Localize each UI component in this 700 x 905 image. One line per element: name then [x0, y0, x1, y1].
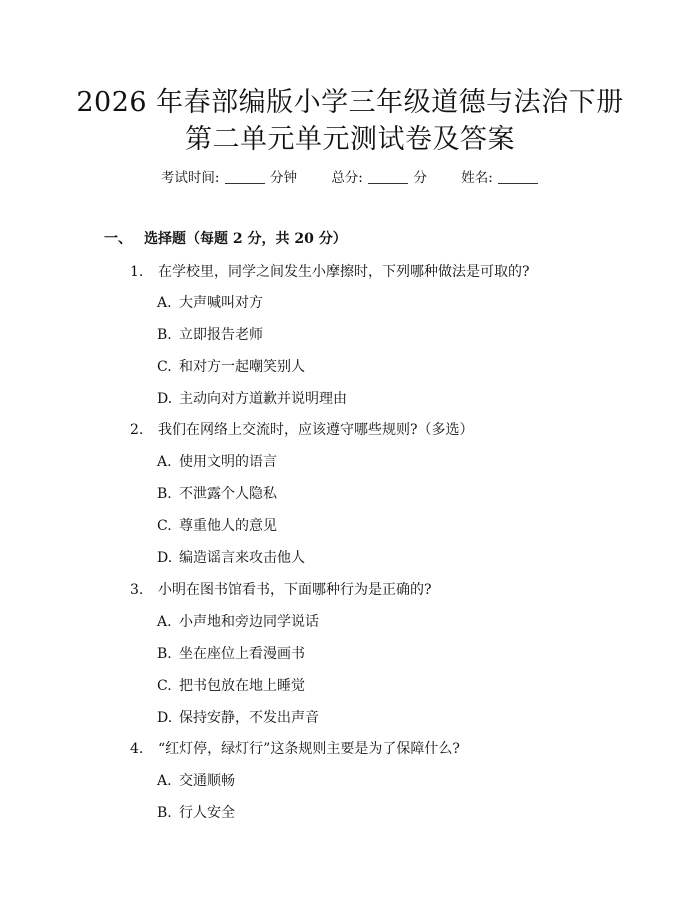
total-score-unit: 分 [413, 170, 427, 186]
exam-time-field [161, 168, 297, 188]
option-3b [157, 644, 305, 664]
option-3d [157, 708, 319, 728]
question-text: 小明在图书馆看书，下面哪种行为是正确的? [158, 582, 432, 598]
option-letter: A. [157, 773, 172, 789]
option-letter: D. [157, 550, 173, 566]
option-3a [157, 612, 319, 632]
question-text: “红灯停，绿灯行”这条规则主要是为了保障什么? [158, 741, 460, 757]
section-number: 一、 [104, 231, 132, 247]
question-text: 我们在网络上交流时，应该遵守哪些规则?（多选） [158, 422, 474, 438]
option-3c [157, 676, 305, 696]
question-number: 1. [130, 264, 144, 280]
exam-time-unit: 分钟 [270, 170, 298, 186]
option-1b [157, 325, 263, 345]
option-text: 坐在座位上看漫画书 [179, 646, 305, 662]
question-number: 2. [130, 422, 144, 438]
section-title: 选择题（每题 2 分，共 20 分） [144, 231, 347, 247]
exam-title-line-2: 第二单元单元测试卷及答案 [185, 124, 515, 155]
option-text: 不泄露个人隐私 [179, 486, 277, 502]
option-text: 交通顺畅 [179, 773, 235, 789]
option-4b [157, 803, 235, 823]
option-text: 和对方一起嘲笑别人 [179, 359, 305, 375]
option-text: 编造谣言来攻击他人 [179, 550, 305, 566]
question-4 [130, 739, 460, 759]
option-text: 小声地和旁边同学说话 [179, 614, 319, 630]
total-score-label: 总分: [331, 170, 363, 186]
option-text: 大声喊叫对方 [179, 295, 263, 311]
option-letter: A. [157, 614, 172, 630]
option-letter: B. [157, 646, 172, 662]
option-letter: B. [157, 486, 172, 502]
option-letter: C. [157, 678, 172, 694]
question-number: 3. [130, 582, 144, 598]
option-letter: A. [157, 295, 172, 311]
option-1c [157, 357, 305, 377]
option-text: 尊重他人的意见 [179, 518, 277, 534]
question-number: 4. [130, 741, 144, 757]
student-name-field [461, 168, 539, 188]
option-text: 主动向对方道歉并说明理由 [179, 391, 347, 407]
option-text: 行人安全 [179, 805, 235, 821]
question-1 [130, 262, 530, 282]
option-text: 保持安静，不发出声音 [179, 710, 319, 726]
question-2 [130, 420, 474, 440]
option-4a [157, 771, 235, 791]
exam-time-label: 考试时间: [160, 170, 220, 186]
option-letter: D. [157, 391, 173, 407]
option-2b [157, 484, 277, 504]
option-text: 使用文明的语言 [179, 454, 277, 470]
student-name-label: 姓名: [461, 170, 493, 186]
question-text: 在学校里，同学之间发生小摩擦时，下列哪种做法是可取的? [158, 264, 530, 280]
option-letter: C. [157, 359, 172, 375]
total-score-blank [368, 169, 408, 184]
total-score-field [331, 168, 427, 188]
option-1a [157, 293, 263, 313]
section-heading [104, 229, 347, 249]
option-text: 把书包放在地上睡觉 [179, 678, 305, 694]
option-2c [157, 516, 277, 536]
option-2a [157, 452, 277, 472]
exam-time-blank [225, 169, 265, 184]
exam-title-line-1: 2026 年春部编版小学三年级道德与法治下册 [76, 87, 624, 118]
student-name-blank [498, 169, 538, 184]
option-1d [157, 389, 347, 409]
option-letter: A. [157, 454, 172, 470]
option-letter: B. [157, 327, 172, 343]
option-letter: D. [157, 710, 173, 726]
option-2d [157, 548, 305, 568]
option-text: 立即报告老师 [179, 327, 263, 343]
exam-info-row [0, 168, 700, 188]
option-letter: C. [157, 518, 172, 534]
question-3 [130, 580, 432, 600]
option-letter: B. [157, 805, 172, 821]
